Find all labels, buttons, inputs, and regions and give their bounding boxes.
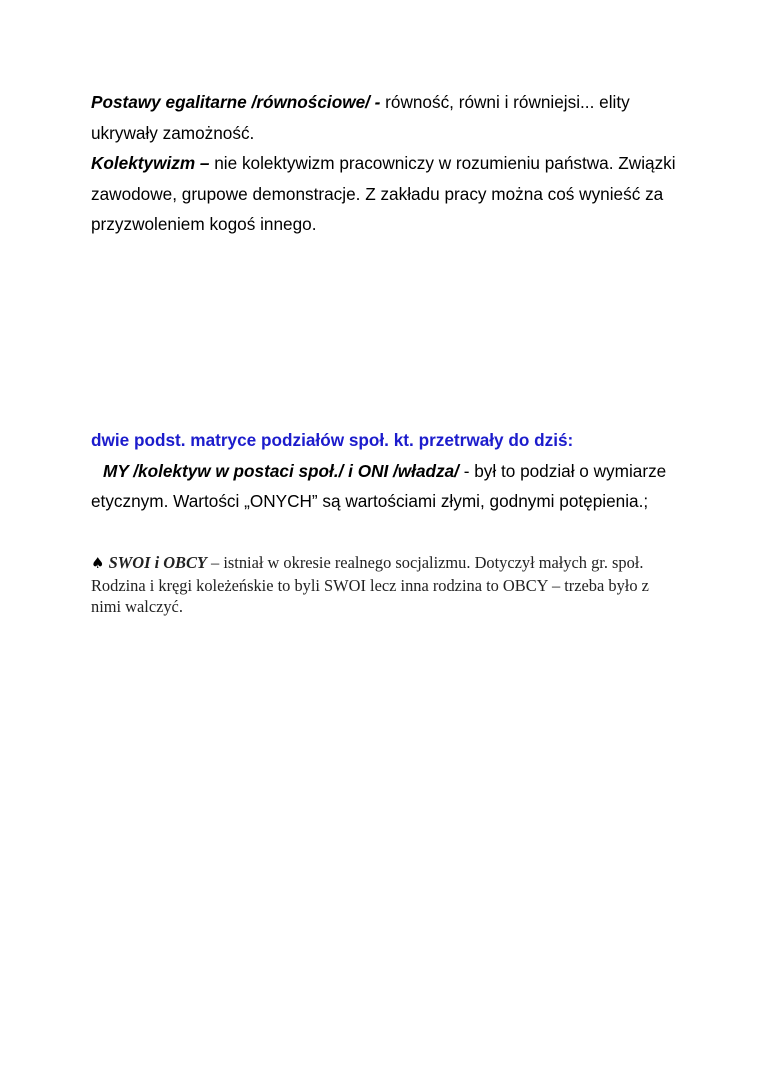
section-heading: dwie podst. matryce podziałów społ. kt. przetrwały do dziś: [91, 430, 574, 450]
term-collectivism: Kolektywizm – [91, 153, 210, 173]
list-item-swoi-obcy [91, 552, 681, 618]
list-item-my-oni [91, 456, 681, 517]
definition-egalitarian: równość, równi i równiejsi... elity ukrywały zamożność. [91, 92, 630, 143]
term-swoi-obcy: SWOI i OBCY [108, 553, 207, 572]
section-swoi-obcy [91, 552, 681, 618]
definition-my-oni: - był to podział o wymiarze etycznym. Wartości „ONYCH” są wartościami złymi, godnymi potępienia.; [91, 460, 667, 511]
definition-collectivism: nie kolektywizm pracowniczy w rozumieniu państwa. Związki zawodowe, grupowe demonstracje. Z zakładu pracy można coś wynieść za przyzwoleniem kogoś innego. [91, 153, 676, 234]
spade-icon: ♠ [91, 554, 105, 572]
definition-swoi-obcy: – istniał w okresie realnego socjalizmu. Dotyczył małych gr. społ. Rodzina i kręgi koleżeńskie to byli SWOI lecz inna rodzina to OBCY – trzeba było z nimi walczyć. [91, 553, 649, 616]
term-my-oni: MY /kolektyw w postaci społ./ i ONI /władza/ [103, 460, 459, 481]
section-matrices [91, 425, 681, 517]
section-attitudes [91, 87, 681, 240]
paragraph-collectivism [91, 148, 681, 240]
term-egalitarian: Postawy egalitarne /równościowe/ - [91, 92, 381, 112]
paragraph-egalitarian [91, 87, 681, 148]
